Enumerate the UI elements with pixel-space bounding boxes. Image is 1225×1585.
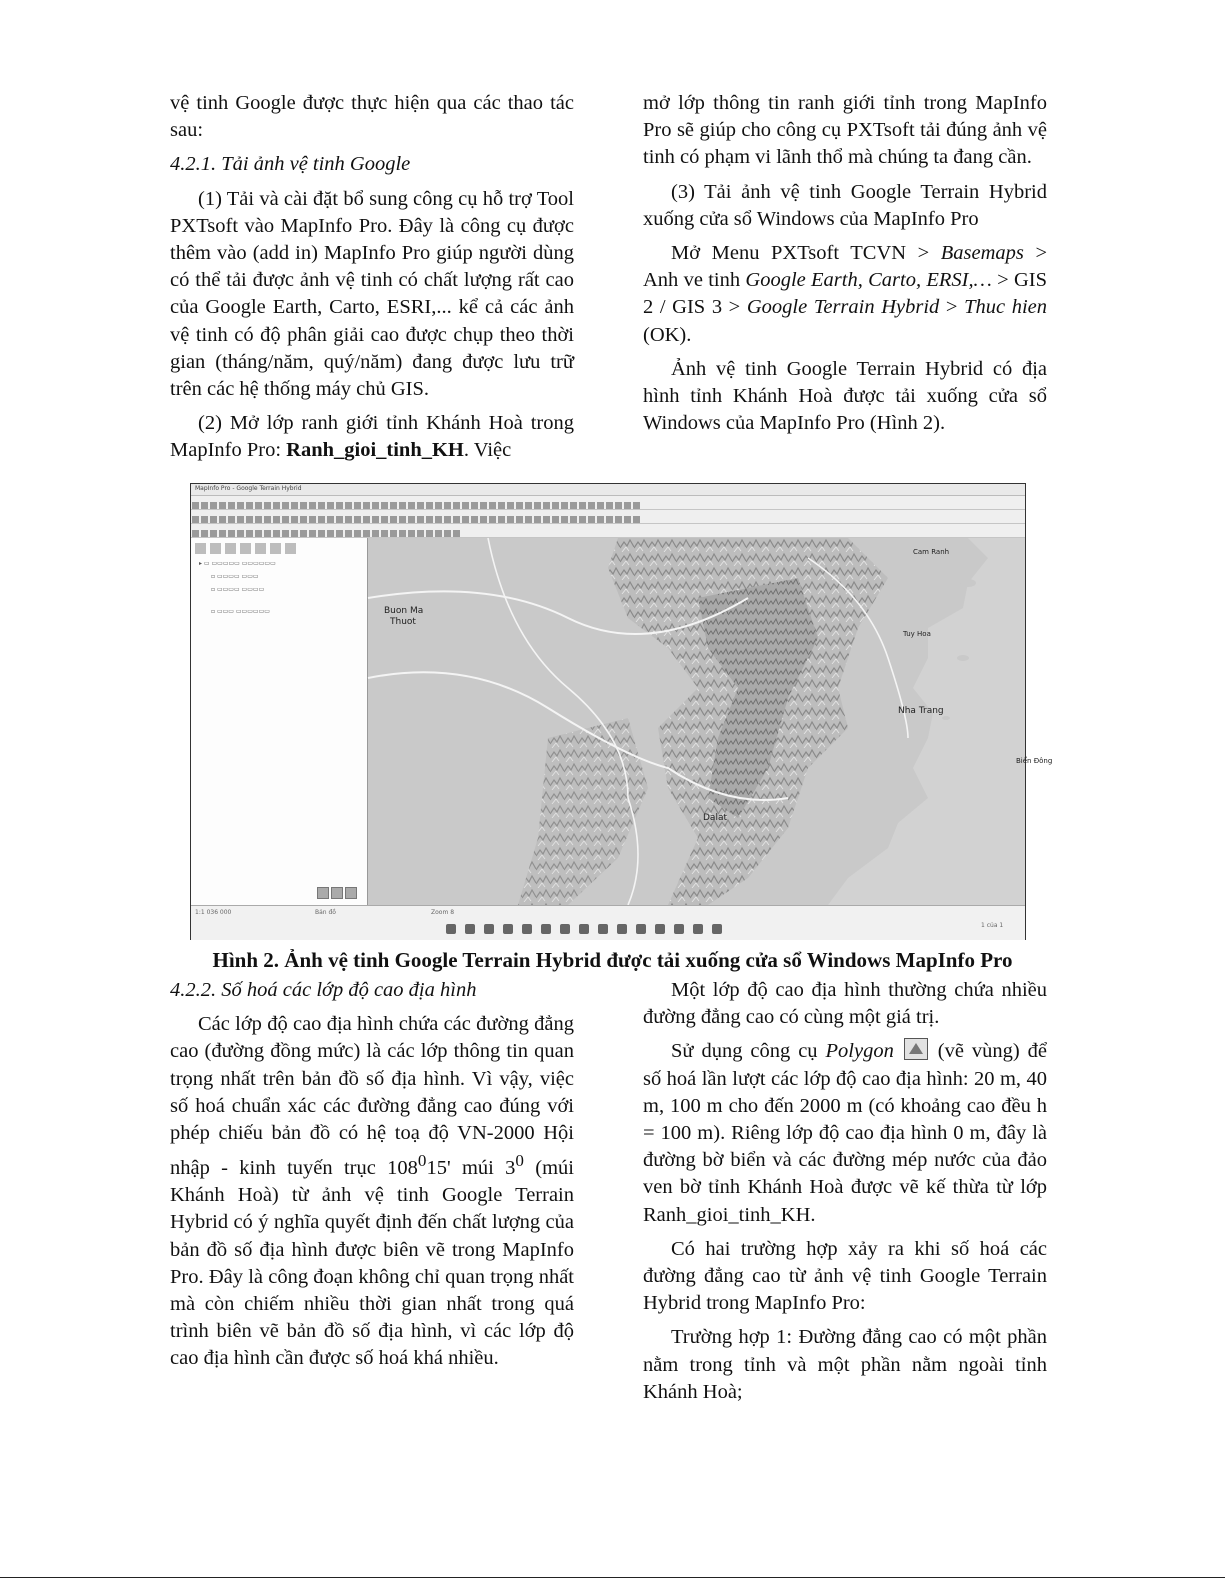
ribbon-toolbar-2	[191, 510, 1025, 524]
text-run-italic: Polygon	[825, 1040, 894, 1063]
right-column-bottom	[643, 977, 1047, 1406]
text-run: > GIS 2 / GIS 3 >	[643, 269, 1047, 319]
paragraph: (1) Tải và cài đặt bổ sung công cụ hỗ trợ Tool PXTsoft vào MapInfo Pro. Đây là công cụ được thêm vào (add in) MapInfo Pro giúp người dùng có thể tải được ảnh vệ tinh có chất lượng rất cao của Google Earth, Carto, ESRI,... kể cả các ảnh vệ tinh có độ phân giải cao được chụp theo thời gian (tháng/năm, quý/năm) đang được lưu trữ trên các hệ thống máy chủ GIS.	[170, 187, 574, 401]
ribbon-toolbar-1	[191, 496, 1025, 510]
text-run: (2) Mở lớp ranh giới tỉnh Khánh Hoà trong MapInfo Pro:	[170, 412, 574, 462]
ribbon-toolbar-3	[191, 524, 1025, 538]
text-run: (OK).	[643, 323, 692, 346]
paragraph	[170, 1011, 574, 1372]
paragraph	[643, 1038, 1047, 1228]
paragraph: Ảnh vệ tinh Google Terrain Hybrid có địa hình tỉnh Khánh Hoà được tải xuống cửa sổ Windows của MapInfo Pro (Hình 2).	[643, 357, 1047, 435]
paragraph: vệ tinh Google được thực hiện qua các thao tác sau:	[170, 92, 574, 142]
page-bottom-rule	[0, 1577, 1225, 1578]
text-run: Các lớp độ cao địa hình chứa các đường đẳng cao (đường đồng mức) là các lớp thông tin quan trọng nhất trên bản đồ số địa hình. Vì vậy, việc số hoá chuẩn xác các đường đẳng cao đúng với phép chiếu bản đồ có hệ toạ độ VN-2000 Hội nhập - kinh tuyến trục 108	[170, 1013, 574, 1180]
paragraph: Trường hợp 1: Đường đẳng cao có một phần nằm trong tỉnh và một phần nằm ngoài tỉnh Khánh Hoà;	[643, 1326, 1047, 1403]
panel-button	[331, 887, 343, 899]
terrain-map	[368, 538, 1053, 905]
figure-mapinfo-screenshot	[190, 483, 1053, 940]
map-label-tuy-hoa: Tuy Hoa	[903, 630, 931, 638]
section-heading-4-2-2: 4.2.2. Số hoá các lớp độ cao địa hình	[170, 979, 477, 1001]
section-heading-4-2-1: 4.2.1. Tải ảnh vệ tinh Google	[170, 153, 411, 176]
map-label-sea: Biển Đông	[1016, 757, 1053, 765]
right-column-top	[643, 90, 1047, 437]
map-label-dalat: Dalat	[703, 813, 727, 823]
explorer-toolbar	[195, 541, 363, 555]
layer-item: ▫ ▭▭▭▭ ▭▭▭▭	[211, 586, 265, 593]
superscript: 0	[515, 1151, 524, 1171]
paragraph	[170, 410, 574, 464]
text-run: (vẽ vùng) để số hoá lần lượt các lớp độ cao địa hình: 20 m, 40 m, 100 m cho đến 2000 m (có khoảng cao đều h = 100 m). Riêng lớp độ cao địa hình 0 m, đây là đường bờ biển và các đường mép nước của đảo ven bờ tỉnh Khánh Hoà được vẽ kế thừa từ lớp Ranh_gioi_tinh_KH.	[643, 1040, 1047, 1226]
left-column-bottom	[170, 977, 574, 1373]
figure-caption: Hình 2. Ảnh vệ tinh Google Terrain Hybrid được tải xuống cửa sổ Windows MapInfo Pro	[212, 948, 1013, 972]
layer-item: ▫ ▭▭▭▭ ▭▭▭	[211, 573, 259, 580]
layer-item: ▸ ▭ ▭▭▭▭▭ ▭▭▭▭▭▭	[199, 560, 276, 567]
paragraph: (3) Tải ảnh vệ tinh Google Terrain Hybrid xuống cửa sổ Windows của MapInfo Pro	[643, 180, 1047, 230]
paragraph: mở lớp thông tin ranh giới tỉnh trong MapInfo Pro sẽ giúp cho công cụ PXTsoft tải đúng ảnh vệ tinh có phạm vi lãnh thổ mà chúng ta đang cần.	[643, 92, 1047, 169]
island	[957, 655, 969, 661]
text-run-italic: Google Terrain Hybrid	[746, 296, 940, 319]
status-view: Bản đồ	[315, 909, 336, 916]
panel-button	[317, 887, 329, 899]
text-run: 15' múi 3	[426, 1157, 516, 1180]
text-run-italic: Google Earth, Carto, ERSI,…	[745, 269, 992, 292]
paragraph	[643, 240, 1047, 349]
paragraph: Một lớp độ cao địa hình thường chứa nhiều đường đẳng cao có cùng một giá trị.	[643, 979, 1047, 1029]
window-titlebar	[191, 484, 1025, 496]
superscript: 0	[417, 1151, 427, 1171]
island	[960, 579, 976, 587]
panel-button	[345, 887, 357, 899]
text-run: >	[939, 296, 965, 319]
text-run: . Việc	[463, 439, 512, 462]
status-zoom: Zoom 8	[431, 909, 455, 916]
text-run: > Anh ve tinh	[643, 242, 1048, 292]
left-column-top	[170, 90, 574, 465]
status-tool-icons	[446, 921, 731, 939]
status-page: 1 của 1	[981, 922, 1004, 929]
text-run: (múi Khánh Hoà) từ ảnh vệ tinh Google Terrain Hybrid có ý nghĩa quyết định đến chất lượng của bản đồ số địa hình được biên vẽ trong MapInfo Pro. Đây là công đoạn không chỉ quan trọng nhất mà còn chiếm nhiều thời gian nhất trong quá trình biên vẽ bản đồ số địa hình, vì các lớp độ cao địa hình cần được số hoá khá nhiều.	[170, 1157, 575, 1370]
map-label-buon-ma-thuot: Buon Ma	[384, 606, 424, 616]
paragraph: Có hai trường hợp xảy ra khi số hoá các đường đẳng cao từ ảnh vệ tinh Google Terrain Hybrid trong MapInfo Pro:	[643, 1237, 1047, 1315]
status-scale: 1:1 036 000	[195, 909, 232, 916]
map-label-cam-ranh: Cam Ranh	[913, 548, 950, 556]
map-label-buon-ma-thuot: Thuot	[390, 617, 416, 627]
layer-name-bold: Ranh_gioi_tinh_KH	[286, 439, 464, 462]
island	[942, 716, 950, 720]
explorer-panel	[191, 538, 368, 905]
text-run-italic: Thuc hien	[964, 296, 1048, 319]
status-bar	[191, 905, 1025, 940]
text-run-italic: Basemaps	[940, 242, 1024, 265]
layer-item: ▫ ▭▭▭ ▭▭▭▭▭▭	[211, 608, 270, 615]
map-label-nha-trang: Nha Trang	[898, 706, 944, 716]
text-run: Sử dụng công cụ	[671, 1040, 826, 1063]
polygon-tool-icon	[904, 1038, 928, 1060]
text-run: Mở Menu PXTsoft TCVN >	[671, 242, 941, 265]
window-title: MapInfo Pro - Google Terrain Hybrid	[195, 485, 302, 492]
